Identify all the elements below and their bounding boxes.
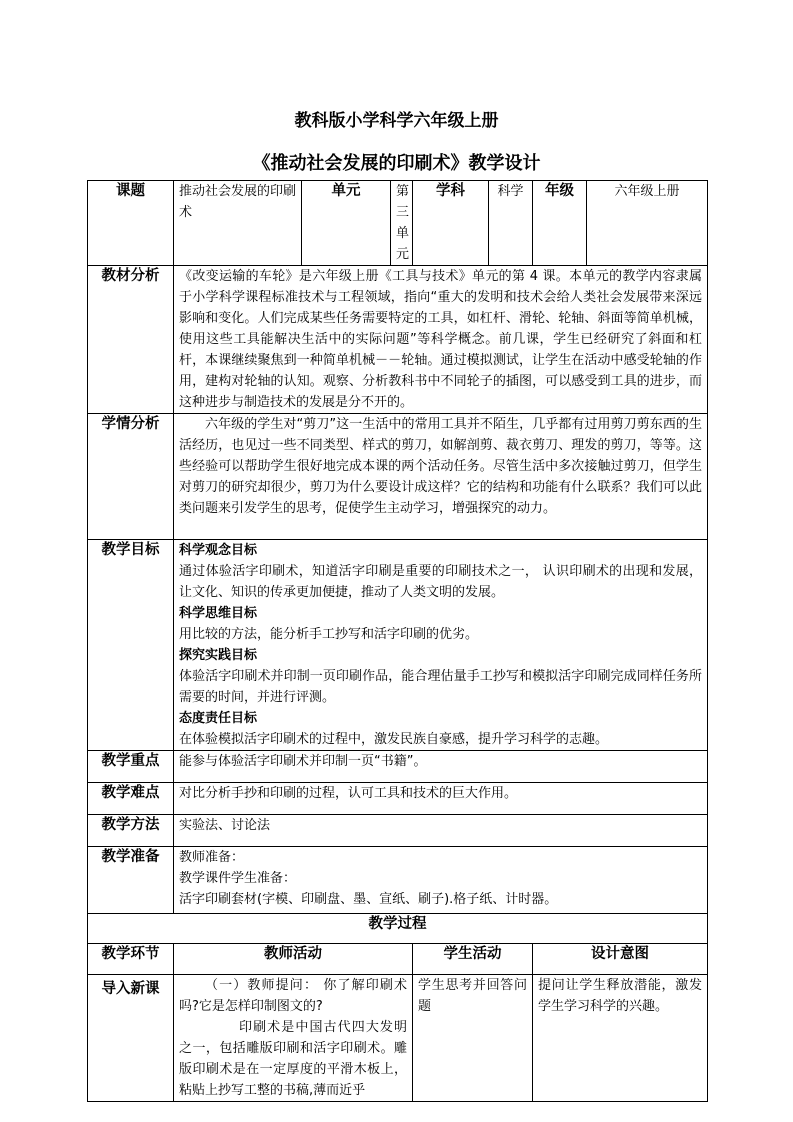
process-heading: 教学过程	[88, 914, 708, 944]
key-point-row	[88, 751, 708, 783]
grade-value: 六年级上册	[587, 181, 708, 266]
unit-value: 第三单元	[391, 181, 413, 266]
prep-line: 教学课件学生准备：	[179, 871, 297, 886]
col-stage: 教学环节	[88, 944, 174, 975]
goal-text: 在体验模拟活字印刷术的过程中，激发民族自豪感，提升学习科学的志趣。	[179, 732, 609, 747]
col-student: 学生活动	[413, 944, 533, 975]
col-teacher: 教师活动	[174, 944, 413, 975]
prep-row	[88, 847, 708, 914]
student-text: 六年级的学生对“剪刀”这一生活中的常用工具并不陌生，几乎都有过用剪刀剪东西的生活经历，也见过一些不同类型、样式的剪刀，如解剖剪、裁衣剪刀、理发的剪刀，等等。这些经验可以帮助学生很好地完成本课的两个活动任务。尽管生活中多次接触过剪刀，但学生对剪刀的研究却很少，剪刀为什么要设计成这样？它的结构和功能有什么联系？我们可以此类问题来引发学生的思考，促使学生主动学习，增强探究的动力。	[174, 414, 708, 540]
goal-heading: 态度责任目标	[179, 711, 258, 726]
process-row	[88, 975, 708, 1102]
difficulty-row	[88, 783, 708, 815]
document-title: 教科版小学科学六年级上册	[294, 111, 499, 131]
goal-text: 体验活字印刷术并印制一页印刷作品，能合理估量手工抄写和模拟活字印刷完成同样任务所需要的时间，并进行评测。	[179, 669, 703, 705]
goals-content	[174, 540, 708, 751]
prep-label: 教学准备	[88, 847, 174, 914]
prep-line: 活字印刷套材(字模、印刷盘、墨、宣纸、刷子).格子纸、计时器。	[179, 892, 558, 907]
subject-value: 科学	[489, 181, 533, 266]
stage-cell: 导入新课	[88, 975, 174, 1102]
difficulty-label: 教学难点	[88, 783, 174, 815]
student-row	[88, 414, 708, 540]
teacher-paragraph: （一）教师提问： 你了解印刷术吗?它是怎样印制图文的?	[179, 978, 408, 1014]
student-activity: 学生思考并回答问题	[413, 975, 533, 1102]
design-intent: 提问让学生释放潜能，激发学生学习科学的兴趣。	[533, 975, 708, 1102]
header-row	[88, 181, 708, 266]
lesson-plan-table	[87, 180, 708, 1102]
goal-text: 通过体验活字印刷术，知道活字印刷是重要的印刷技术之一， 认识印刷术的出现和发展，让文化、知识的传承更加便捷，推动了人类文明的发展。	[179, 564, 703, 600]
grade-label: 年级	[533, 181, 587, 266]
course-label: 课题	[88, 181, 174, 266]
subject-label: 学科	[413, 181, 489, 266]
goals-row	[88, 540, 708, 751]
material-row	[88, 266, 708, 414]
method-text: 实验法、讨论法	[174, 815, 708, 847]
goals-label: 教学目标	[88, 540, 174, 751]
key-point-text: 能参与体验活字印刷术并印制一页“书籍”。	[174, 751, 708, 783]
material-label: 教材分析	[88, 266, 174, 414]
prep-content	[174, 847, 708, 914]
method-label: 教学方法	[88, 815, 174, 847]
col-intent: 设计意图	[533, 944, 708, 975]
goal-heading: 科学思维目标	[179, 606, 258, 621]
teacher-paragraph: 印刷术是中国古代四大发明之一，包括雕版印刷和活字印刷术。雕版印刷术是在一定厚度的平滑木板上，粘贴上抄写工整的书稿,薄而近乎	[179, 1020, 408, 1098]
unit-label: 单元	[302, 181, 391, 266]
prep-line: 教师准备：	[179, 850, 245, 865]
lesson-title: 《推动社会发展的印刷术》教学设计	[252, 153, 541, 174]
process-heading-row	[88, 914, 708, 944]
goal-heading: 探究实践目标	[179, 648, 258, 663]
goal-heading: 科学观念目标	[179, 543, 258, 558]
method-row	[88, 815, 708, 847]
key-point-label: 教学重点	[88, 751, 174, 783]
teacher-activity	[174, 975, 413, 1102]
course-value: 推动社会发展的印刷术	[174, 181, 302, 266]
student-label: 学情分析	[88, 414, 174, 540]
difficulty-text: 对比分析手抄和印刷的过程，认可工具和技术的巨大作用。	[174, 783, 708, 815]
process-columns-row	[88, 944, 708, 975]
material-text: 《改变运输的车轮》是六年级上册《工具与技术》单元的第 4 课。本单元的教学内容隶属于小学科学课程标准技术与工程领域，指向“重大的发明和技术会给人类社会发展带来深远影响和变化。人们完成某些任务需要特定的工具，如杠杆、滑轮、轮轴、斜面等简单机械，使用这些工具能解决生活中的实际问题”等科学概念。前几课，学生已经研究了斜面和杠杆，本课继续聚焦到一种简单机械－－轮轴。通过模拟测试，让学生在活动中感受轮轴的作用，建构对轮轴的认知。观察、分析教科书中不同轮子的插图，可以感受到工具的进步，而这种进步与制造技术的发展是分不开的。	[174, 266, 708, 414]
goal-text: 用比较的方法，能分析手工抄写和活字印刷的优劣。	[179, 627, 479, 642]
